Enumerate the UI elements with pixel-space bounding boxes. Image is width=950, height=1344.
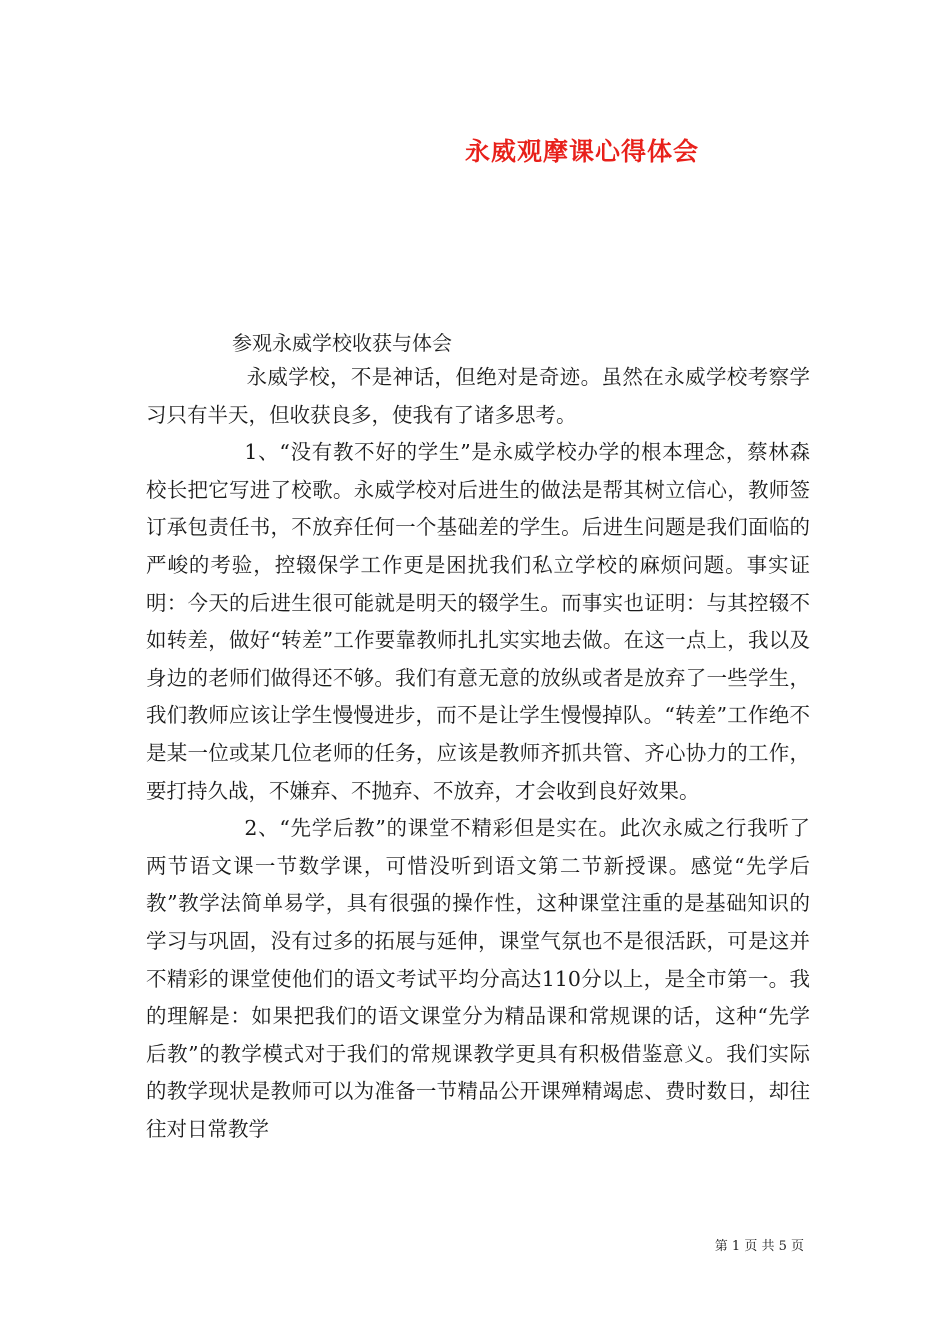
paragraph-point-1: 1、“没有教不好的学生”是永威学校办学的根本理念，蔡林森校长把它写进了校歌。永威学校对后进生的做法是帮其树立信心，教师签订承包责任书，不放弃任何一个基础差的学生。后进生问题是我们面临的严峻的考验，控辍保学工作更是困扰我们私立学校的麻烦问题。事实证明：今天的后进生很可能就是明天的辍学生。而事实也证明：与其控辍不如转差，做好“转差”工作要靠教师扎扎实实地去做。在这一点上，我以及身边的老师们做得还不够。我们有意无意的放纵或者是放弃了一些学生，我们教师应该让学生慢慢进步，而不是让学生慢慢掉队。“转差”工作绝不是某一位或某几位老师的任务，应该是教师齐抓共管、齐心协力的工作，要打持久战，不嫌弃、不抛弃、不放弃，才会收到良好效果。 (146, 440, 810, 803)
paragraph-point-2: 2、“先学后教”的课堂不精彩但是实在。此次永威之行我听了两节语文课一节数学课，可惜没听到语文第二节新授课。感觉“先学后教”教学法简单易学，具有很强的操作性，这种课堂注重的是基础知识的学习与巩固，没有过多的拓展与延伸，课堂气氛也不是很活跃，可是这并不精彩的课堂使他们的语文考试平均分高达110分以上，是全市第一。我的理解是：如果把我们的语文课堂分为精品课和常规课的话，这种“先学后教”的教学模式对于我们的常规课教学更具有积极借鉴意义。我们实际的教学现状是教师可以为准备一节精品公开课殚精竭虑、费时数日，却往往对日常教学 (146, 816, 810, 1141)
paragraph-intro: 永威学校，不是神话，但绝对是奇迹。虽然在永威学校考察学习只有半天，但收获良多，使我有了诸多思考。 (146, 365, 810, 427)
document-body (146, 359, 810, 1148)
document-subtitle: 参观永威学校收获与体会 (232, 331, 452, 355)
document-title: 永威观摩课心得体会 (464, 137, 699, 166)
page-number-footer: 第 1 页 共 5 页 (714, 1239, 804, 1254)
